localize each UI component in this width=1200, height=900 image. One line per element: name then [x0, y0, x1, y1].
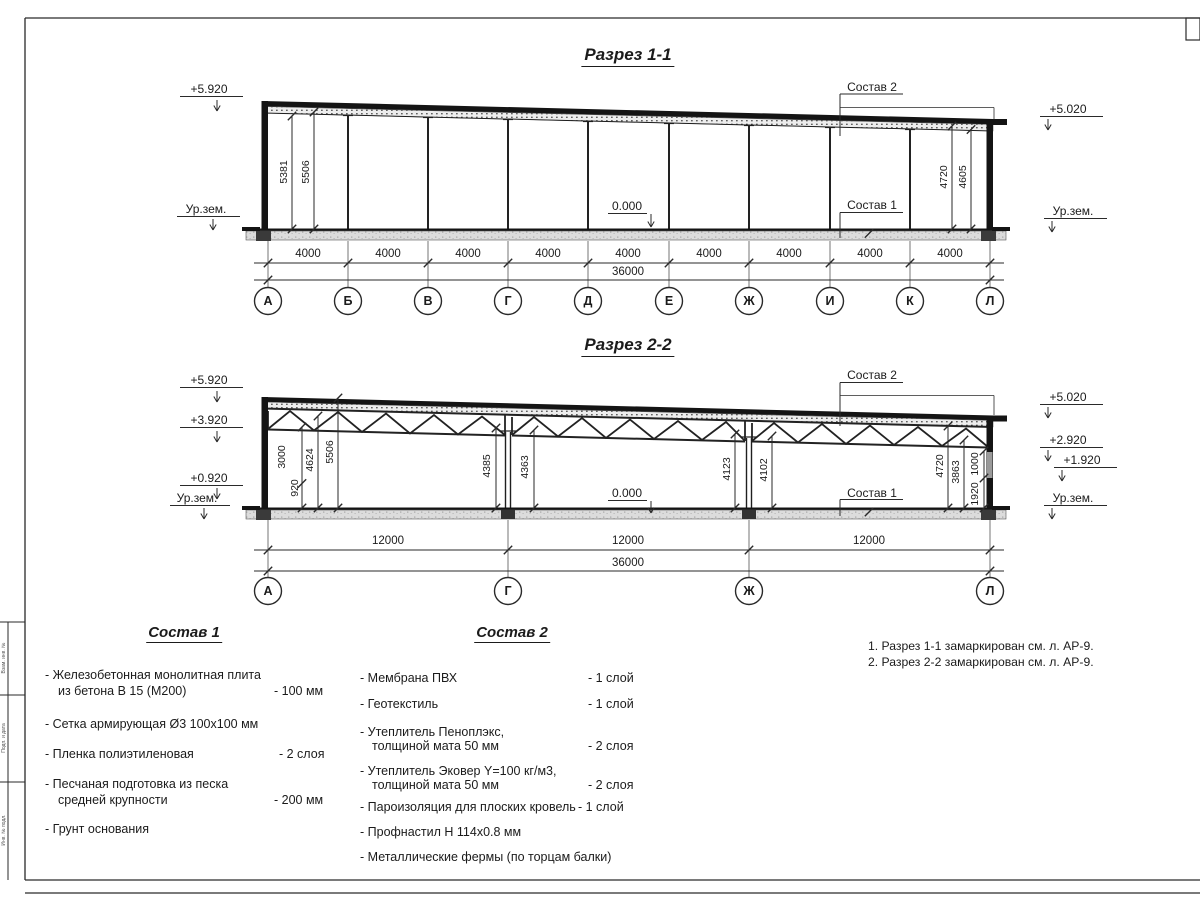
- elevation-label: +5.920: [190, 82, 228, 96]
- legend-item-text: - Грунт основания: [45, 822, 150, 836]
- vertical-dim-label: 5506: [300, 160, 312, 184]
- total-dim-label: 36000: [612, 557, 644, 569]
- legend-item-text: - Геотекстиль: [360, 697, 439, 711]
- bay-dim-label: 4000: [295, 248, 321, 260]
- vertical-dim-label: 1920: [969, 482, 981, 506]
- bay-dim-label: 4000: [375, 248, 401, 260]
- legend-item-text: - Железобетонная монолитная плита: [45, 668, 261, 682]
- legend-item-value: - 100 мм: [274, 684, 324, 698]
- vertical-dim-label: 3000: [276, 445, 288, 469]
- axis-bubble-label: В: [423, 294, 433, 308]
- frame-stamp-label: Подп. и дата: [1, 723, 7, 753]
- vertical-dim-label: 5506: [324, 440, 336, 464]
- ground-level-label: Ур.зем.: [185, 202, 227, 216]
- legend-item-value: - 200 мм: [274, 793, 324, 807]
- section1-structure: [242, 101, 1010, 241]
- axis-bubble-label: Е: [664, 294, 674, 308]
- legend-item-text: средней крупности: [58, 793, 168, 807]
- axis-bubble-label: К: [906, 294, 914, 308]
- legend-item-value: - 2 слоя: [588, 739, 634, 753]
- section2-structure: [242, 397, 1010, 520]
- layers-callout-top: Состав 2: [847, 80, 897, 94]
- elevation-label: +5.920: [190, 373, 228, 387]
- note-line: 2. Разрез 2-2 замаркирован см. л. АР-9.: [868, 655, 1094, 669]
- vertical-dim-label: 920: [289, 479, 301, 497]
- legend-item-value: - 1 слой: [578, 800, 624, 814]
- legend-item-text: - Металлические фермы (по торцам балки): [360, 850, 612, 864]
- layers-callout-floor: Состав 1: [847, 198, 897, 212]
- legend-item-value: - 1 слой: [588, 697, 634, 711]
- bay-dim-label: 4000: [455, 248, 481, 260]
- axis-bubble-label: Г: [504, 294, 512, 308]
- axis-bubble-label: Л: [985, 584, 995, 598]
- vertical-dim-label: 4385: [481, 454, 493, 478]
- note-line: 1. Разрез 1-1 замаркирован см. л. АР-9.: [868, 639, 1094, 653]
- zero-level-label: 0.000: [611, 199, 643, 213]
- legend-item-value: - 1 слой: [588, 671, 634, 685]
- vertical-dim-label: 1000: [969, 452, 981, 476]
- axis-bubble-label: Ж: [743, 584, 755, 598]
- vertical-dim-label: 4720: [934, 454, 946, 478]
- legend-item-text: - Профнастил Н 114х0.8 мм: [360, 825, 522, 839]
- elevation-label: +5.020: [1049, 102, 1087, 116]
- vertical-dim-label: 4720: [938, 165, 950, 189]
- axis-bubble-label: Л: [985, 294, 995, 308]
- section1-title: Разрез 1-1: [581, 45, 674, 67]
- vertical-dim-label: 3863: [950, 460, 962, 484]
- elevation-label: +1.920: [1063, 453, 1101, 467]
- ground-level-label: Ур.зем.: [176, 491, 218, 505]
- axis-bubble-label: И: [825, 294, 835, 308]
- bay-dim-label: 4000: [857, 248, 883, 260]
- legend-item-text: - Пленка полиэтиленовая: [45, 747, 194, 761]
- frame-stamp-label: Инв. № подл.: [1, 814, 7, 846]
- axis-bubble-label: Г: [504, 584, 512, 598]
- legend2-title: Состав 2: [476, 624, 548, 641]
- legend-item-text: - Сетка армирующая Ø3 100х100 мм: [45, 717, 259, 731]
- section2-title: Разрез 2-2: [581, 335, 674, 357]
- axis-bubble-label: Б: [343, 294, 353, 308]
- elevation-label: +5.020: [1049, 390, 1087, 404]
- axis-bubble-label: А: [263, 584, 273, 598]
- bay-dim-label: 4000: [615, 248, 641, 260]
- axis-bubble-label: А: [263, 294, 273, 308]
- vertical-dim-label: 4102: [758, 458, 770, 482]
- layers-callout-floor: Состав 1: [847, 486, 897, 500]
- ground-level-label: Ур.зем.: [1052, 204, 1094, 218]
- legend-item-text: - Пароизоляция для плоских кровель: [360, 800, 576, 814]
- elevation-label: +3.920: [190, 413, 228, 427]
- bay-dim-label: 4000: [937, 248, 963, 260]
- bay-dim-label: 4000: [696, 248, 722, 260]
- legend1-title: Состав 1: [148, 624, 220, 641]
- vertical-dim-label: 4123: [721, 457, 733, 481]
- elevation-label: +2.920: [1049, 433, 1087, 447]
- elevation-label: +0.920: [190, 471, 228, 485]
- page-frame: [0, 18, 1200, 893]
- legend-item-value: - 2 слоя: [588, 778, 634, 792]
- bay-dim-label: 4000: [535, 248, 561, 260]
- legend-item-text: толщиной мата 50 мм: [372, 739, 499, 753]
- legend-item-value: - 2 слоя: [279, 747, 325, 761]
- axis-bubble-label: Д: [583, 294, 593, 308]
- bay-dim-label: 12000: [372, 535, 404, 547]
- bay-dim-label: 12000: [853, 535, 885, 547]
- legend-item-text: - Утеплитель Эковер Y=100 кг/м3,: [360, 764, 557, 778]
- legend-item-text: толщиной мата 50 мм: [372, 778, 499, 792]
- ground-level-label: Ур.зем.: [1052, 491, 1094, 505]
- total-dim-label: 36000: [612, 266, 644, 278]
- frame-stamp-label: Взам. инв. №: [1, 642, 7, 674]
- legend-item-text: - Утеплитель Пеноплэкс,: [360, 725, 505, 739]
- bay-dim-label: 12000: [612, 535, 644, 547]
- bay-dim-label: 4000: [776, 248, 802, 260]
- vertical-dim-label: 5381: [278, 160, 290, 184]
- vertical-dim-label: 4624: [304, 448, 316, 472]
- vertical-dim-label: 4605: [957, 165, 969, 189]
- legend-item-text: - Мембрана ПВХ: [360, 671, 458, 685]
- legend-item-text: - Песчаная подготовка из песка: [45, 777, 229, 791]
- axis-bubble-label: Ж: [743, 294, 755, 308]
- zero-level-label: 0.000: [611, 486, 643, 500]
- legend-item-text: из бетона В 15 (М200): [58, 684, 187, 698]
- layers-callout-top: Состав 2: [847, 368, 897, 382]
- vertical-dim-label: 4363: [519, 455, 531, 479]
